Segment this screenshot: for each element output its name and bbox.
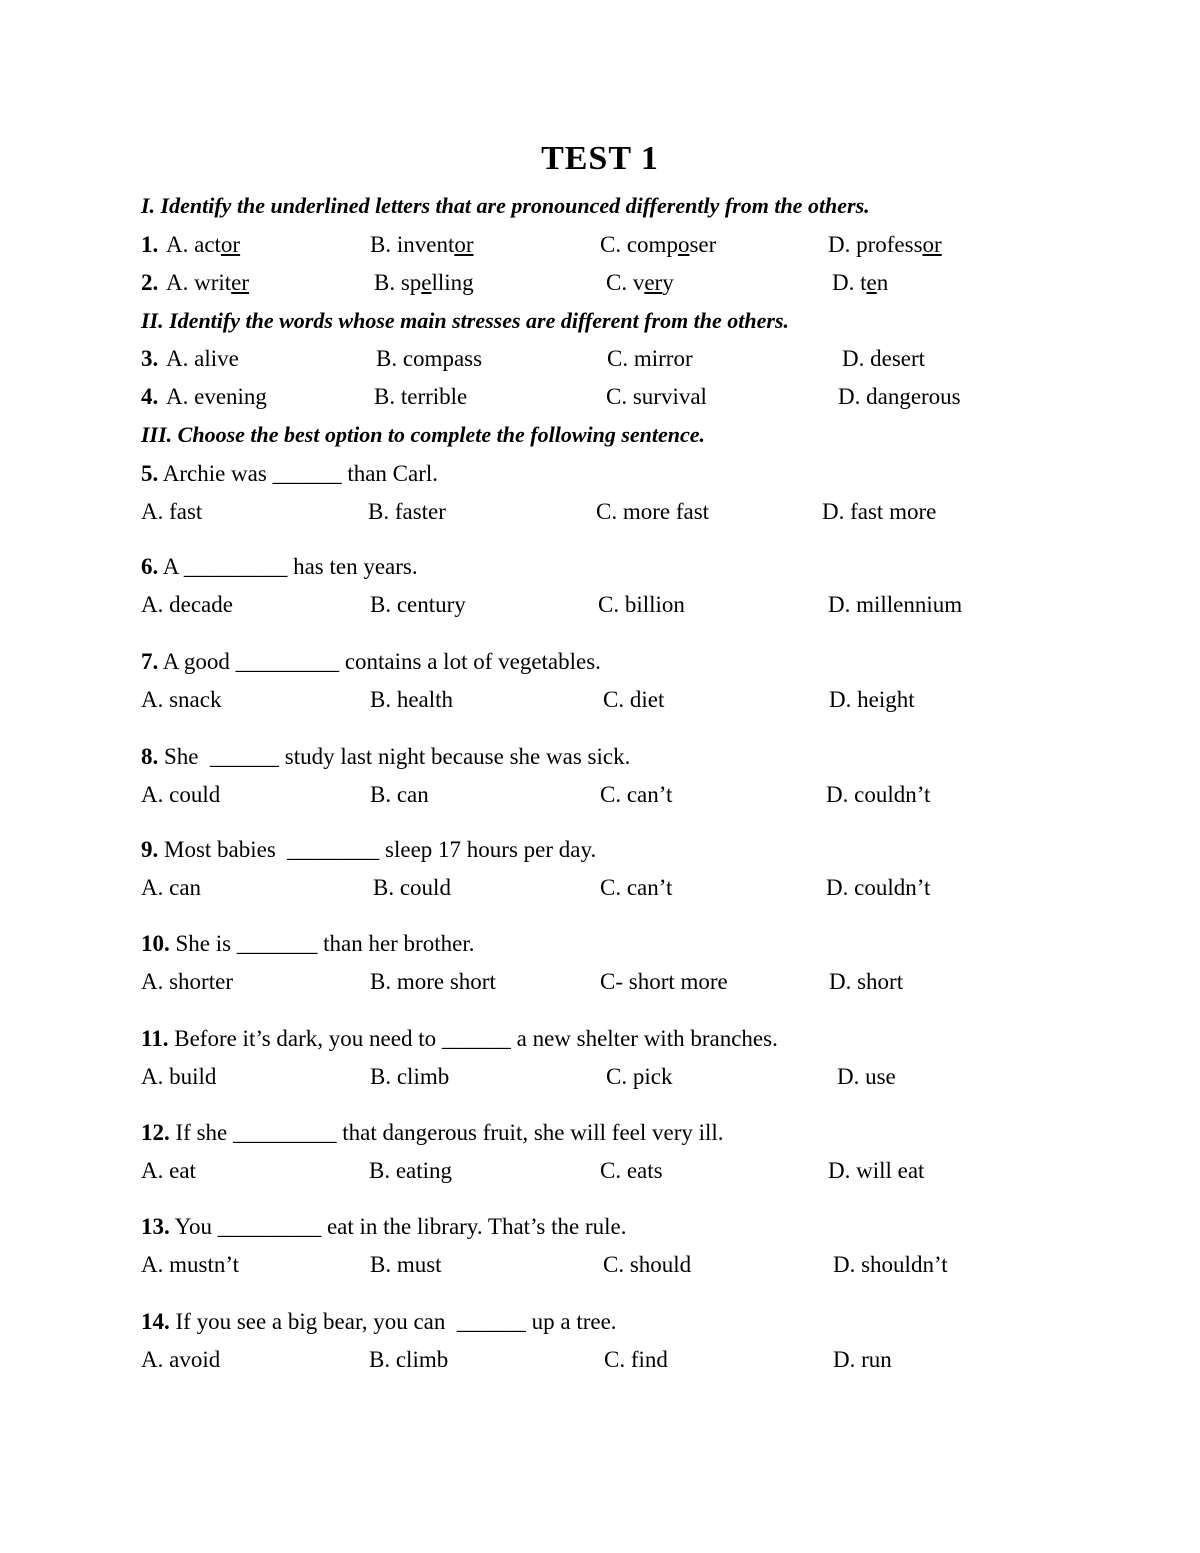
q12-option-a: A. eat: [141, 1158, 196, 1183]
q13-option-c: C. should: [603, 1252, 692, 1277]
question-number: 12.: [141, 1120, 170, 1145]
q14-option-c: C. find: [604, 1347, 668, 1372]
question-number: 10.: [141, 931, 170, 956]
q10-option-a: A. shorter: [141, 969, 233, 994]
question-text: Most babies ________ sleep 17 hours per day.: [158, 837, 597, 862]
q2-option-b: B. spelling: [374, 270, 474, 295]
q4-option-b: B. terrible: [374, 384, 468, 409]
q12-option-c: C. eats: [600, 1158, 663, 1183]
q13-option-b: B. must: [370, 1252, 442, 1277]
q7-option-c: C. diet: [603, 687, 665, 712]
q8-option-d: D. couldn’t: [826, 782, 931, 807]
question-text: If you see a big bear, you can ______ up a tree.: [169, 1309, 617, 1334]
section-3-heading: III. Choose the best option to complete the following sentence.: [141, 422, 706, 447]
question-5: [141, 461, 438, 487]
question-6: [141, 554, 418, 580]
q8-option-c: C. can’t: [600, 782, 673, 807]
question-13: [141, 1214, 627, 1240]
question-4-number: 4.: [141, 384, 159, 409]
q6-option-a: A. decade: [141, 592, 233, 617]
q11-option-d: D. use: [837, 1064, 896, 1089]
q11-option-c: C. pick: [606, 1064, 673, 1089]
question-number: 8.: [141, 744, 159, 769]
q3-option-a: A. alive: [166, 346, 239, 371]
q14-option-b: B. climb: [369, 1347, 449, 1372]
question-1-number: 1.: [141, 232, 159, 257]
q12-option-b: B. eating: [369, 1158, 453, 1183]
q5-option-d: D. fast more: [822, 499, 937, 524]
q13-option-d: D. shouldn’t: [833, 1252, 948, 1277]
q13-option-a: A. mustn’t: [141, 1252, 239, 1277]
question-12: [141, 1120, 724, 1146]
q2-option-c: C. very: [606, 270, 674, 295]
q14-option-d: D. run: [833, 1347, 892, 1372]
q10-option-d: D. short: [829, 969, 904, 994]
question-number: 14.: [141, 1309, 170, 1334]
q4-option-d: D. dangerous: [838, 384, 961, 409]
q10-option-b: B. more short: [370, 969, 496, 994]
question-text: A _________ has ten years.: [158, 554, 418, 579]
q9-option-a: A. can: [141, 875, 202, 900]
question-number: 6.: [141, 554, 159, 579]
q1-option-c: C. composer: [600, 232, 717, 257]
q1-option-d: D. professor: [828, 232, 942, 257]
q6-option-b: B. century: [370, 592, 466, 617]
q7-option-d: D. height: [829, 687, 915, 712]
q10-option-c: C- short more: [600, 969, 728, 994]
q8-option-a: A. could: [141, 782, 221, 807]
question-11: [141, 1026, 778, 1052]
question-14: [141, 1309, 617, 1335]
q1-option-a: A. actor: [166, 232, 241, 257]
q5-option-c: C. more fast: [596, 499, 710, 524]
question-2-number: 2.: [141, 270, 159, 295]
q3-option-c: C. mirror: [607, 346, 693, 371]
question-text: You _________ eat in the library. That’s the rule.: [169, 1214, 627, 1239]
question-text: A good _________ contains a lot of vegetables.: [158, 649, 601, 674]
question-text: If she _________ that dangerous fruit, she will feel very ill.: [169, 1120, 724, 1145]
section-2-heading: II. Identify the words whose main stresses are different from the others.: [141, 308, 790, 333]
q1-option-b: B. inventor: [370, 232, 474, 257]
question-10: [141, 931, 474, 957]
q2-option-d: D. ten: [832, 270, 889, 295]
question-text: She is _______ than her brother.: [169, 931, 475, 956]
question-3-number: 3.: [141, 346, 159, 371]
q6-option-c: C. billion: [598, 592, 685, 617]
page-title: TEST 1: [541, 140, 659, 177]
question-text: Archie was ______ than Carl.: [158, 461, 439, 486]
q8-option-b: B. can: [370, 782, 429, 807]
q6-option-d: D. millennium: [828, 592, 963, 617]
question-9: [141, 837, 596, 863]
question-number: 11.: [141, 1026, 169, 1051]
q3-option-b: B. compass: [376, 346, 483, 371]
q7-option-a: A. snack: [141, 687, 222, 712]
q2-option-a: A. writer: [166, 270, 250, 295]
q4-option-c: C. survival: [606, 384, 707, 409]
q3-option-d: D. desert: [842, 346, 926, 371]
q5-option-a: A. fast: [141, 499, 203, 524]
question-number: 13.: [141, 1214, 170, 1239]
question-number: 7.: [141, 649, 159, 674]
q7-option-b: B. health: [370, 687, 454, 712]
q9-option-c: C. can’t: [600, 875, 673, 900]
q9-option-b: B. could: [373, 875, 451, 900]
q5-option-b: B. faster: [368, 499, 446, 524]
question-7: [141, 649, 601, 675]
question-text: Before it’s dark, you need to ______ a new shelter with branches.: [168, 1026, 778, 1051]
question-text: She ______ study last night because she was sick.: [158, 744, 631, 769]
question-number: 5.: [141, 461, 159, 486]
section-1-heading: I. Identify the underlined letters that are pronounced differently from the others.: [141, 193, 870, 218]
question-8: [141, 744, 630, 770]
q11-option-b: B. climb: [370, 1064, 450, 1089]
q11-option-a: A. build: [141, 1064, 217, 1089]
q14-option-a: A. avoid: [141, 1347, 221, 1372]
q4-option-a: A. evening: [166, 384, 267, 409]
q12-option-d: D. will eat: [828, 1158, 925, 1183]
question-number: 9.: [141, 837, 159, 862]
q9-option-d: D. couldn’t: [826, 875, 931, 900]
